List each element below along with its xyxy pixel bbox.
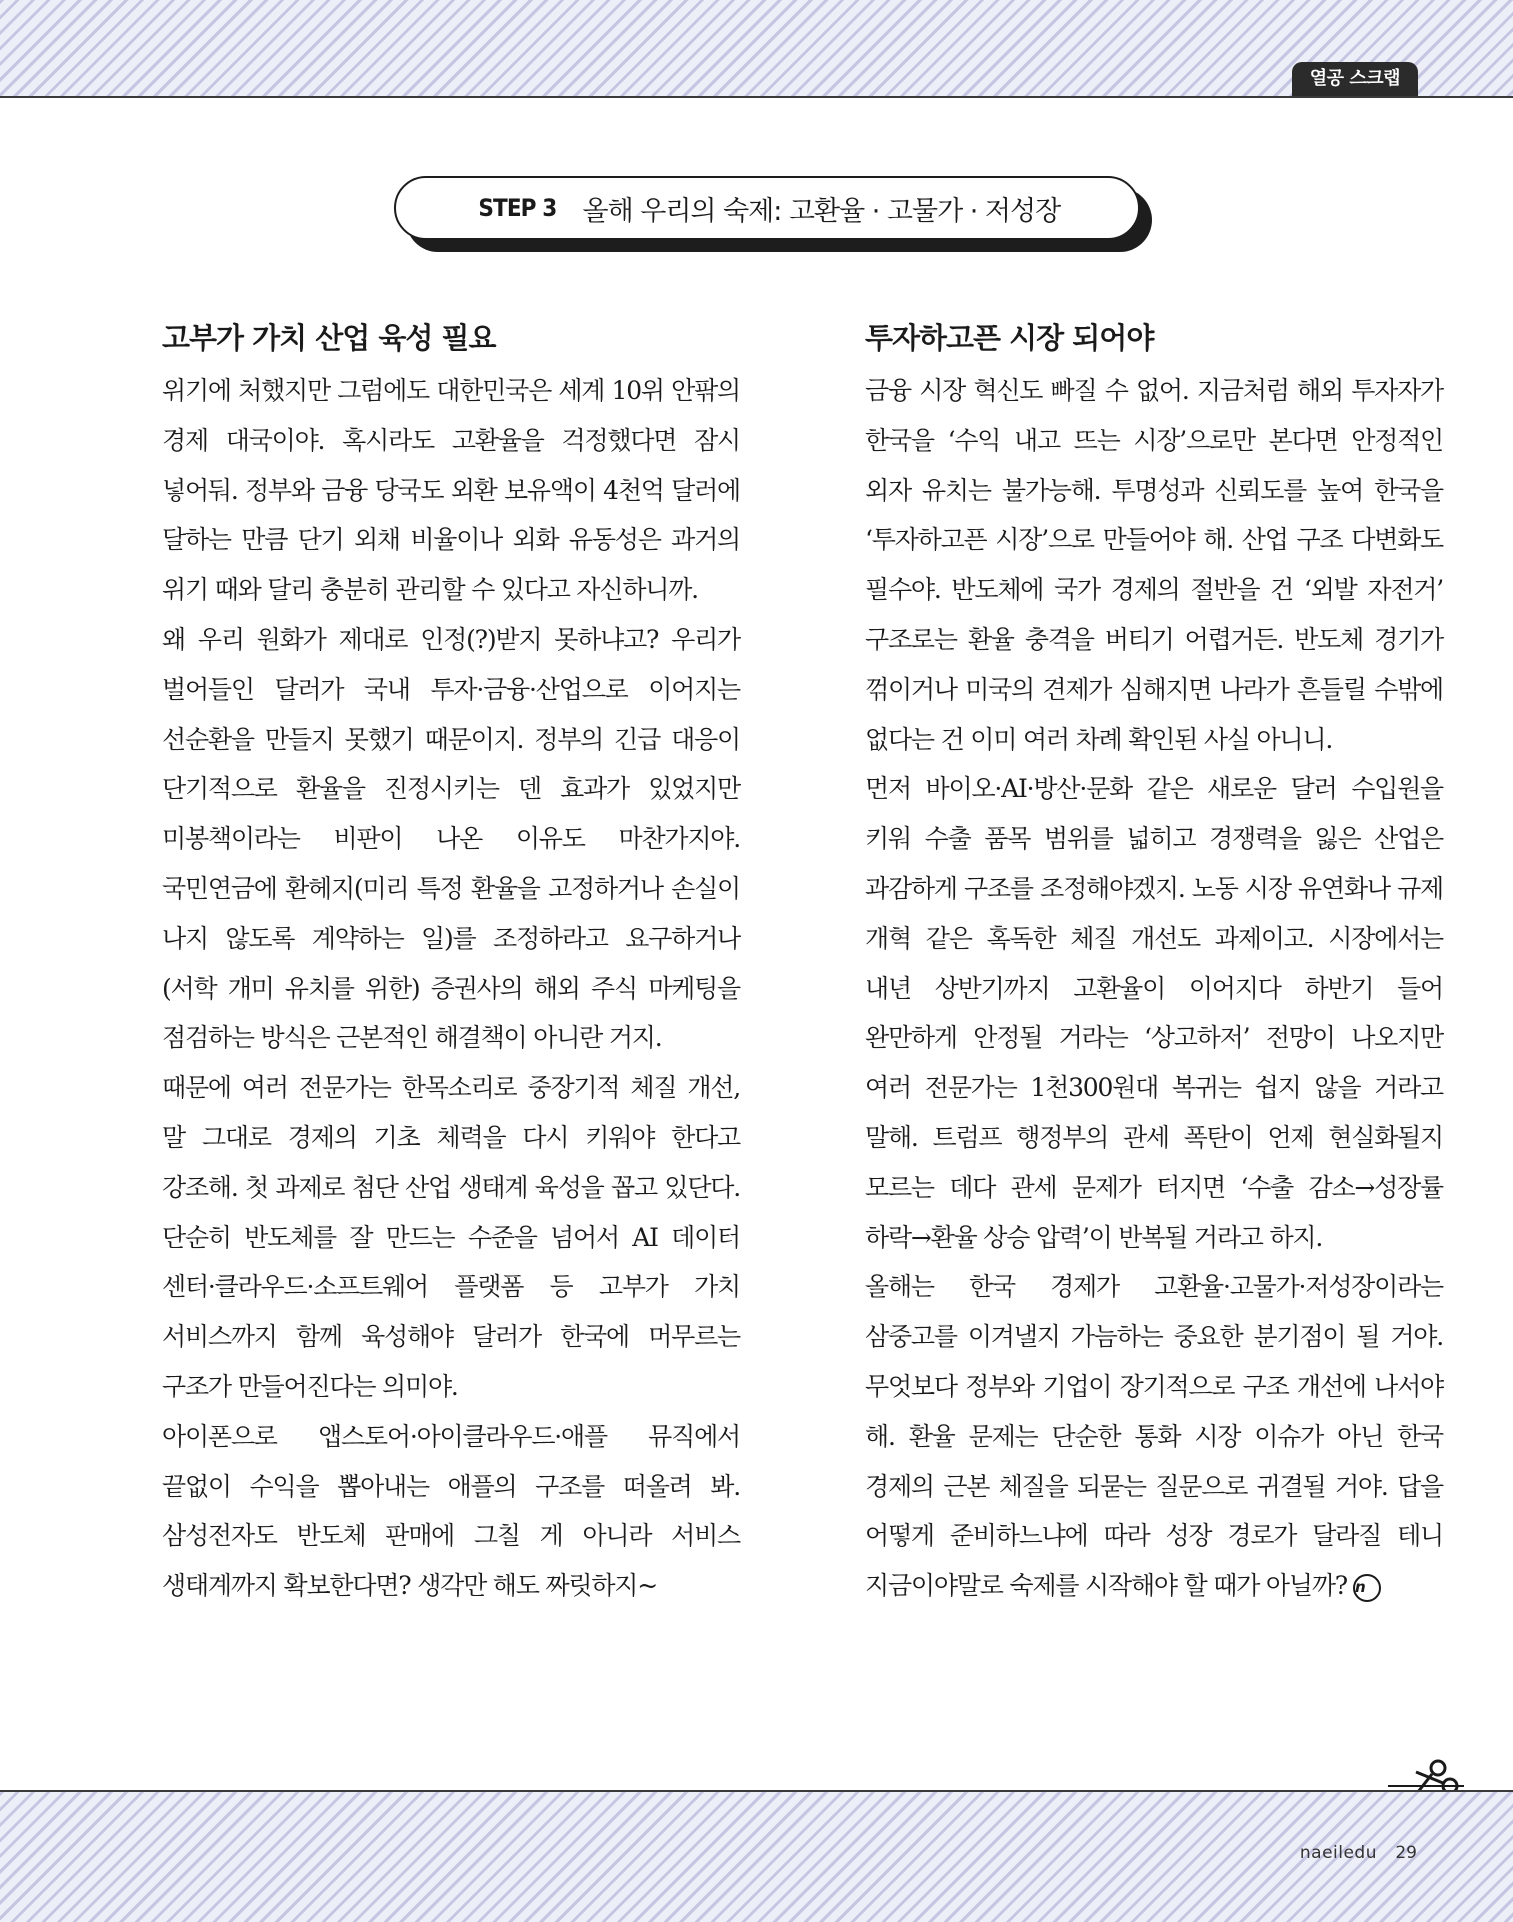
paragraph: 금융 시장 혁신도 빠질 수 없어. 지금처럼 해외 투자자가 한국을 ‘수익 내고 뜨는 시장’으로만 본다면 안정적인 외자 유치는 불가능해. 투명성과 신뢰도를 높여 한국을 ‘투자하고픈 시장’으로 만들어야 해. 산업 구조 다변화도 필수야. 반도체에 국가 경제의 절반을 건 ‘외발 자전거’ 구조로는 환율 충격을 버티기 어렵거든. 반도체 경기가 꺾이거나 미국의 견제가 심해지면 나라가 흔들릴 수밖에 없다는 건 이미 여러 차례 확인된 사실 아니니. [865,376,1443,754]
step-title: 올해 우리의 숙제: 고환율 · 고물가 · 저성장 [582,195,1061,227]
left-column-body [162,366,740,1611]
left-column [162,318,740,1611]
right-column-heading: 투자하고픈 시장 되어야 [865,321,1154,355]
step-label: STEP 3 [478,194,557,222]
paragraph: 위기에 처했지만 그럼에도 대한민국은 세계 10위 안팎의 경제 대국이야. 혹시라도 고환율을 걱정했다면 잠시 넣어둬. 정부와 금융 당국도 외환 보유액이 4천억 달러에 달하는 만큼 단기 외채 비율이나 외화 유동성은 과거의 위기 때와 달리 충분히 관리할 수 있다고 자신하니까. [162,376,740,605]
paragraph-text: 올해는 한국 경제가 고환율·고물가·저성장이라는 삼중고를 이겨낼지 가늠하는 중요한 분기점이 될 거야. 무엇보다 정부와 기업이 장기적으로 구조 개선에 나서야 해. 환율 문제는 단순한 통화 시장 이슈가 아닌 한국 경제의 근본 체질을 되묻는 질문으로 귀결될 거야. 답을 어떻게 준비하느냐에 따라 성장 경로가 달라질 테니 지금이야말로 숙제를 시작해야 할 때가 아닐까? [865,1272,1443,1601]
section-badge: 열공 스크랩 [1292,62,1418,96]
left-column-heading: 고부가 가치 산업 육성 필요 [162,321,496,355]
paragraph-last [865,1262,1443,1611]
step-banner [394,176,1140,240]
paragraph: 아이폰으로 앱스토어·아이클라우드·애플 뮤직에서 끝없이 수익을 뽑아내는 애플의 구조를 떠올려 봐. 삼성전자도 반도체 판매에 그칠 게 아니라 서비스 생태계까지 확보한다면? 생각만 해도 짜릿하지~ [162,1421,740,1601]
paragraph: 먼저 바이오·AI·방산·문화 같은 새로운 달러 수입원을 키워 수출 품목 범위를 넓히고 경쟁력을 잃은 산업은 과감하게 구조를 조정해야겠지. 노동 시장 유연화나 규제 개혁 같은 혹독한 체질 개선도 과제이고. 시장에서는 내년 상반기까지 고환율이 이어지다 하반기 들어 완만하게 안정될 거라는 ‘상고하저’ 전망이 나오지만 여러 전문가는 1천300원대 복귀는 쉽지 않을 거라고 말해. 트럼프 행정부의 관세 폭탄이 언제 현실화될지 모르는 데다 관세 문제가 터지면 ‘수출 감소→성장률 하락→환율 상승 압력’이 반복될 거라고 하지. [865,774,1443,1252]
top-stripe-band [0,0,1513,98]
right-column-body [865,366,1443,1611]
right-column [865,318,1443,1611]
page-number: 29 [1395,1843,1417,1863]
paragraph: 왜 우리 원화가 제대로 인정(?)받지 못하냐고? 우리가 벌어들인 달러가 국내 투자·금융·산업으로 이어지는 선순환을 만들지 못했기 때문이지. 정부의 긴급 대응이 단기적으로 환율을 진정시키는 덴 효과가 있었지만 미봉책이라는 비판이 나온 이유도 마찬가지야. 국민연금에 환헤지(미리 특정 환율을 고정하거나 손실이 나지 않도록 계약하는 일)를 조정하라고 요구하거나 (서학 개미 유치를 위한) 증권사의 해외 주식 마케팅을 점검하는 방식은 근본적인 해결책이 아니란 거지. [162,624,740,1053]
paragraph: 때문에 여러 전문가는 한목소리로 중장기적 체질 개선, 말 그대로 경제의 기초 체력을 다시 키워야 한다고 강조해. 첫 과제로 첨단 산업 생태계 육성을 꼽고 있단다. 단순히 반도체를 잘 만드는 수준을 넘어서 AI 데이터 센터·클라우드·소프트웨어 플랫폼 등 고부가 가치 서비스까지 함께 육성해야 달러가 한국에 머무르는 구조가 만들어진다는 의미야. [162,1073,740,1401]
footer-brand: naeiledu [1299,1843,1377,1863]
bottom-stripe-band [0,1790,1513,1922]
end-mark-icon: n [1353,1574,1381,1602]
